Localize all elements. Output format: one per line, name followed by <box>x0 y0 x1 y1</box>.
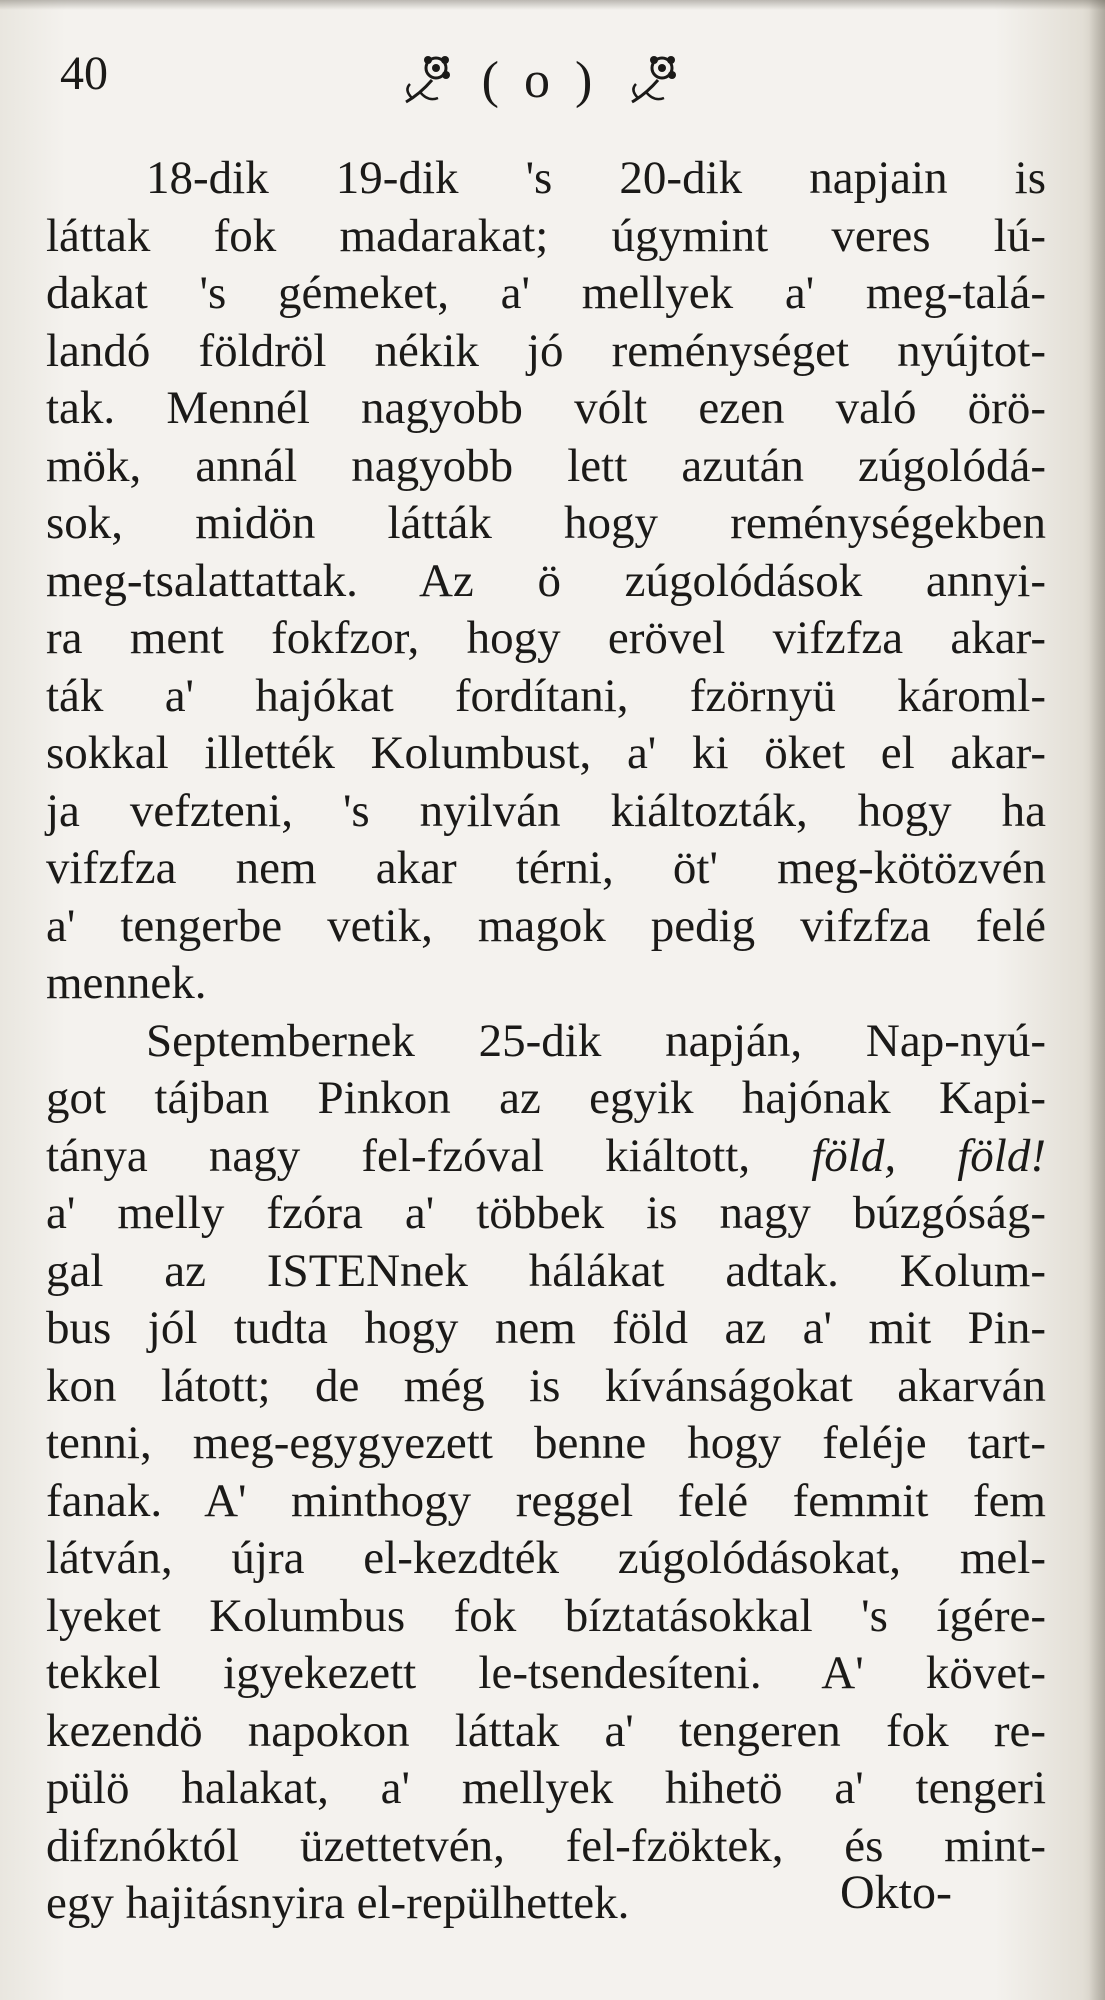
page-right-shadow <box>1089 0 1105 2000</box>
text-line: kon látott; de még is kívánságokat akarván <box>46 1359 1046 1412</box>
text-line: difznóktól üzettetvén, fel-fzöktek, és mint- <box>46 1819 1046 1872</box>
text-line: kezendö napokon láttak a' tengeren fok re- <box>46 1704 1046 1757</box>
text-line: landó földröl nékik jó reménységet nyújtot- <box>46 324 1046 377</box>
text-line: bus jól tudta hogy nem föld az a' mit Pin- <box>46 1302 1046 1354</box>
page-number: 40 <box>60 47 108 100</box>
text-line: pülö halakat, a' mellyek hihetö a' tengeri <box>46 1762 1046 1814</box>
text-line-with-emphasis <box>46 1128 1046 1186</box>
text-line: lyeket Kolumbus fok bíztatásokkal 's ígére- <box>46 1589 1046 1642</box>
text-line: látván, újra el-kezdték zúgolódásokat, mel- <box>46 1532 1046 1584</box>
text-line: gal az ISTENnek hálákat adtak. Kolum- <box>46 1244 1046 1297</box>
catchword: Okto- <box>840 1866 952 1919</box>
emphasis-text: föld, föld! <box>811 1129 1046 1182</box>
text-line: láttak fok madarakat; úgymint veres lú- <box>46 209 1046 262</box>
text-line: dakat 's gémeket, a' mellyek a' meg-talá- <box>46 267 1046 319</box>
flower-sprig-icon <box>398 50 456 110</box>
text-line: ja vefzteni, 's nyilván kiáltozták, hogy ha <box>46 784 1046 837</box>
text-line: Septembernek 25-dik napján, Nap-nyú- <box>146 1014 1046 1067</box>
text-line: a' melly fzóra a' többek is nagy búzgóság- <box>46 1187 1046 1239</box>
text-line: egy hajitásnyira el-repülhettek. <box>46 1877 630 1929</box>
text-line: tekkel igyekezett le-tsendesíteni. A' követ- <box>46 1647 1046 1699</box>
text-line: vifzfza nem akar térni, öt' meg-kötözvén <box>46 842 1046 894</box>
text-line: mök, annál nagyobb lett azután zúgolódá- <box>46 439 1046 492</box>
text-segment: tánya nagy fel-fzóval kiáltott, <box>46 1129 751 1182</box>
page-top-shadow <box>0 0 1105 10</box>
text-line: got tájban Pinkon az egyik hajónak Kapi- <box>46 1072 1046 1124</box>
text-line: ták a' hajókat fordítani, fzörnyü károml- <box>46 669 1046 722</box>
text-line: ra ment fokfzor, hogy erövel vifzfza akar- <box>46 612 1046 664</box>
text-line: tenni, meg-egygyezett benne hogy feléje tart- <box>46 1417 1046 1469</box>
text-line: fanak. A' minthogy reggel felé femmit fem <box>46 1474 1046 1527</box>
text-line: sok, midön látták hogy reménységekben <box>46 497 1046 549</box>
text-line: tak. Mennél nagyobb vólt ezen való örö- <box>46 382 1046 434</box>
text-line: mennek. <box>46 957 207 1009</box>
header-center-mark: ( o ) <box>481 51 599 109</box>
body-text <box>46 150 1046 1933</box>
text-line: sokkal illették Kolumbust, a' ki öket el akar- <box>46 727 1046 779</box>
flower-sprig-icon <box>624 50 682 110</box>
page-header <box>60 40 1040 120</box>
text-line: meg-tsalattattak. Az ö zúgolódások annyi- <box>46 554 1046 607</box>
text-line: 18-dik 19-dik 's 20-dik napjain is <box>146 152 1046 204</box>
header-ornament <box>330 40 750 120</box>
text-line: a' tengerbe vetik, magok pedig vifzfza felé <box>46 899 1046 952</box>
